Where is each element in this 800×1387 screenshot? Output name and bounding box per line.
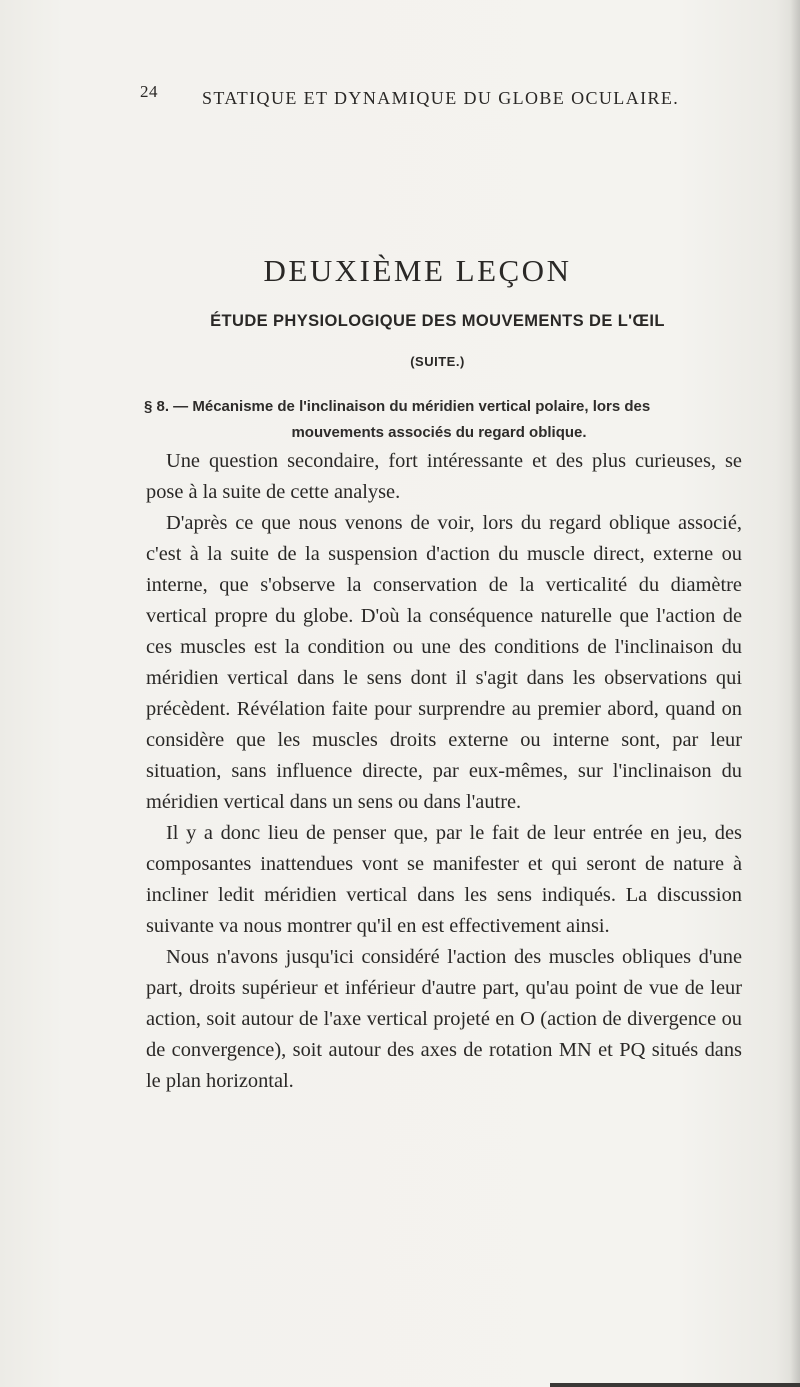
section-heading [144,394,744,446]
page-header [140,82,800,118]
section-heading-line-1: § 8. — Mécanisme de l'inclinaison du méridien vertical polaire, lors des [144,398,651,415]
section-heading-line-2: mouvements associés du regard oblique. [291,424,587,441]
lesson-subtitle: ÉTUDE PHYSIOLOGIQUE DES MOUVEMENTS DE L'ŒIL [210,312,665,330]
running-title: STATIQUE ET DYNAMIQUE DU GLOBE OCULAIRE. [202,88,680,108]
lesson-title: DEUXIÈME LEÇON [263,253,572,288]
page-edge-shadow [790,0,800,1387]
lesson-suite: (SUITE.) [410,354,465,369]
page-bottom-edge [550,1383,800,1387]
paragraph: Une question secondaire, fort intéressante et des plus curieuses, se pose à la suite de cette analyse. [146,450,742,503]
paragraph: Il y a donc lieu de penser que, par le fait de leur entrée en jeu, des composantes inattendues vont se manifester et qui seront de nature à incliner ledit méridien vertical dans les sens indiqués. La discussion suivante va nous montrer qu'il en est effectivement ainsi. [146,822,742,937]
body-text [146,446,742,1097]
paragraph: D'après ce que nous venons de voir, lors du regard oblique associé, c'est à la suite de la suspension d'action du muscle direct, externe ou interne, que s'observe la conservation de la verticalité du diamètre vertical propre du globe. D'où la conséquence naturelle que l'action de ces muscles est la condition ou une des conditions de l'inclinaison du méridien vertical dans le sens dont il s'agit dans les observations qui précèdent. Révélation faite pour surprendre au premier abord, quand on considère que les muscles droits externe ou interne sont, par leur situation, sans influence directe, par eux-mêmes, sur l'inclinaison du méridien vertical dans un sens ou dans l'autre. [146,512,742,813]
page-number: 24 [140,82,158,101]
paragraph: Nous n'avons jusqu'ici considéré l'action des muscles obliques d'une part, droits supérieur et inférieur d'autre part, qu'au point de vue de leur action, soit autour de l'axe vertical projeté en O (action de divergence ou de convergence), soit autour des axes de rotation MN et PQ situés dans le plan horizontal. [146,946,742,1092]
